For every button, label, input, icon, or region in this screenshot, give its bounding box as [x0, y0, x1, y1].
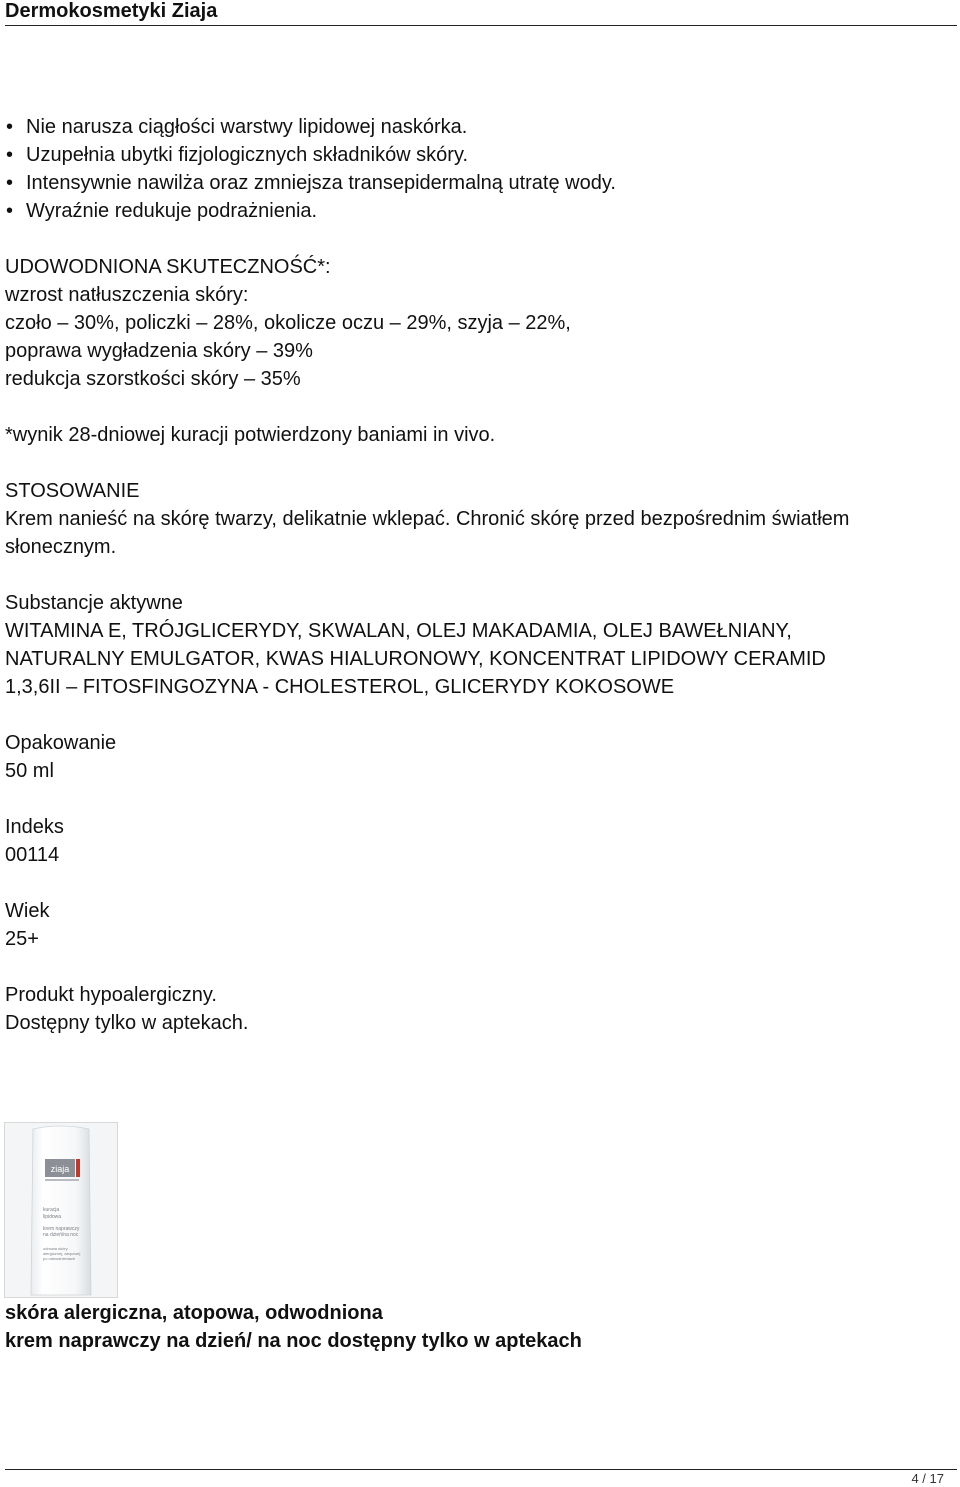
- usage-text: Krem nanieść na skórę twarzy, delikatnie wklepać. Chronić skórę przed bezpośrednim światłem słonecznym.: [5, 508, 850, 558]
- index-label: Indeks: [5, 816, 64, 838]
- efficacy-line: wzrost natłuszczenia skóry:: [5, 284, 249, 306]
- bullet-icon: •: [6, 144, 14, 166]
- benefit-item: • Uzupełnia ubytki fizjologicznych składników skóry.: [5, 141, 955, 169]
- packaging-value: 50 ml: [5, 760, 54, 782]
- note-line: Dostępny tylko w aptekach.: [5, 1012, 249, 1034]
- product-caption: [5, 1299, 582, 1355]
- active-substances-line: 1,3,6II – FITOSFINGOZYNA - CHOLESTEROL, GLICERYDY KOKOSOWE: [5, 676, 675, 698]
- cream-tube-image: [4, 1122, 118, 1298]
- age-value: 25+: [5, 928, 39, 950]
- package-text: lipidowa: [43, 1214, 62, 1220]
- package-text: krem naprawczy: [43, 1226, 80, 1232]
- benefits-list: [5, 113, 955, 225]
- brand-logo-text: ziaja: [50, 1164, 70, 1174]
- efficacy-heading: UDOWODNIONA SKUTECZNOŚĆ*:: [5, 256, 331, 278]
- usage-heading: STOSOWANIE: [5, 480, 140, 502]
- age-label: Wiek: [5, 900, 50, 922]
- efficacy-footnote: *wynik 28-dniowej kuracji potwierdzony baniami in vivo.: [5, 424, 496, 446]
- index-value: 00114: [5, 844, 60, 866]
- package-text: alergicznej, atopowej: [43, 1251, 81, 1256]
- bullet-icon: •: [6, 172, 14, 194]
- bullet-icon: •: [6, 116, 14, 138]
- header-divider: [5, 25, 957, 26]
- efficacy-line: czoło – 30%, policzki – 28%, okolicze oczu – 29%, szyja – 22%,: [5, 312, 571, 334]
- caption-line-2: krem naprawczy na dzień/ na noc dostępny tylko w aptekach: [5, 1330, 582, 1352]
- package-text: po odwodnieniach: [43, 1256, 76, 1261]
- benefit-item: • Intensywnie nawilża oraz zmniejsza transepidermalną utratę wody.: [5, 169, 955, 197]
- benefit-item: • Wyraźnie redukuje podrażnienia.: [5, 197, 955, 225]
- package-text: odnowa skóry: [43, 1246, 68, 1251]
- efficacy-line: redukcja szorstkości skóry – 35%: [5, 368, 301, 390]
- caption-line-1: skóra alergiczna, atopowa, odwodniona: [5, 1302, 383, 1324]
- note-line: Produkt hypoalergiczny.: [5, 984, 217, 1006]
- product-description: [5, 113, 955, 1037]
- active-substances-line: NATURALNY EMULGATOR, KWAS HIALURONOWY, KONCENTRAT LIPIDOWY CERAMID: [5, 648, 826, 670]
- active-substances-heading: Substancje aktywne: [5, 592, 183, 614]
- benefit-item: • Nie narusza ciągłości warstwy lipidowej naskórka.: [5, 113, 955, 141]
- page-number: 4 / 17: [911, 1471, 944, 1486]
- packaging-label: Opakowanie: [5, 732, 117, 754]
- document-title: Dermokosmetyki Ziaja: [5, 0, 218, 22]
- footer-divider: [5, 1469, 957, 1470]
- bullet-icon: •: [6, 200, 14, 222]
- package-text: kuracja: [43, 1207, 60, 1213]
- active-substances-line: WITAMINA E, TRÓJGLICERYDY, SKWALAN, OLEJ MAKADAMIA, OLEJ BAWEŁNIANY,: [5, 620, 792, 642]
- package-text: na dzień/na noc: [43, 1232, 79, 1238]
- efficacy-line: poprawa wygładzenia skóry – 39%: [5, 340, 313, 362]
